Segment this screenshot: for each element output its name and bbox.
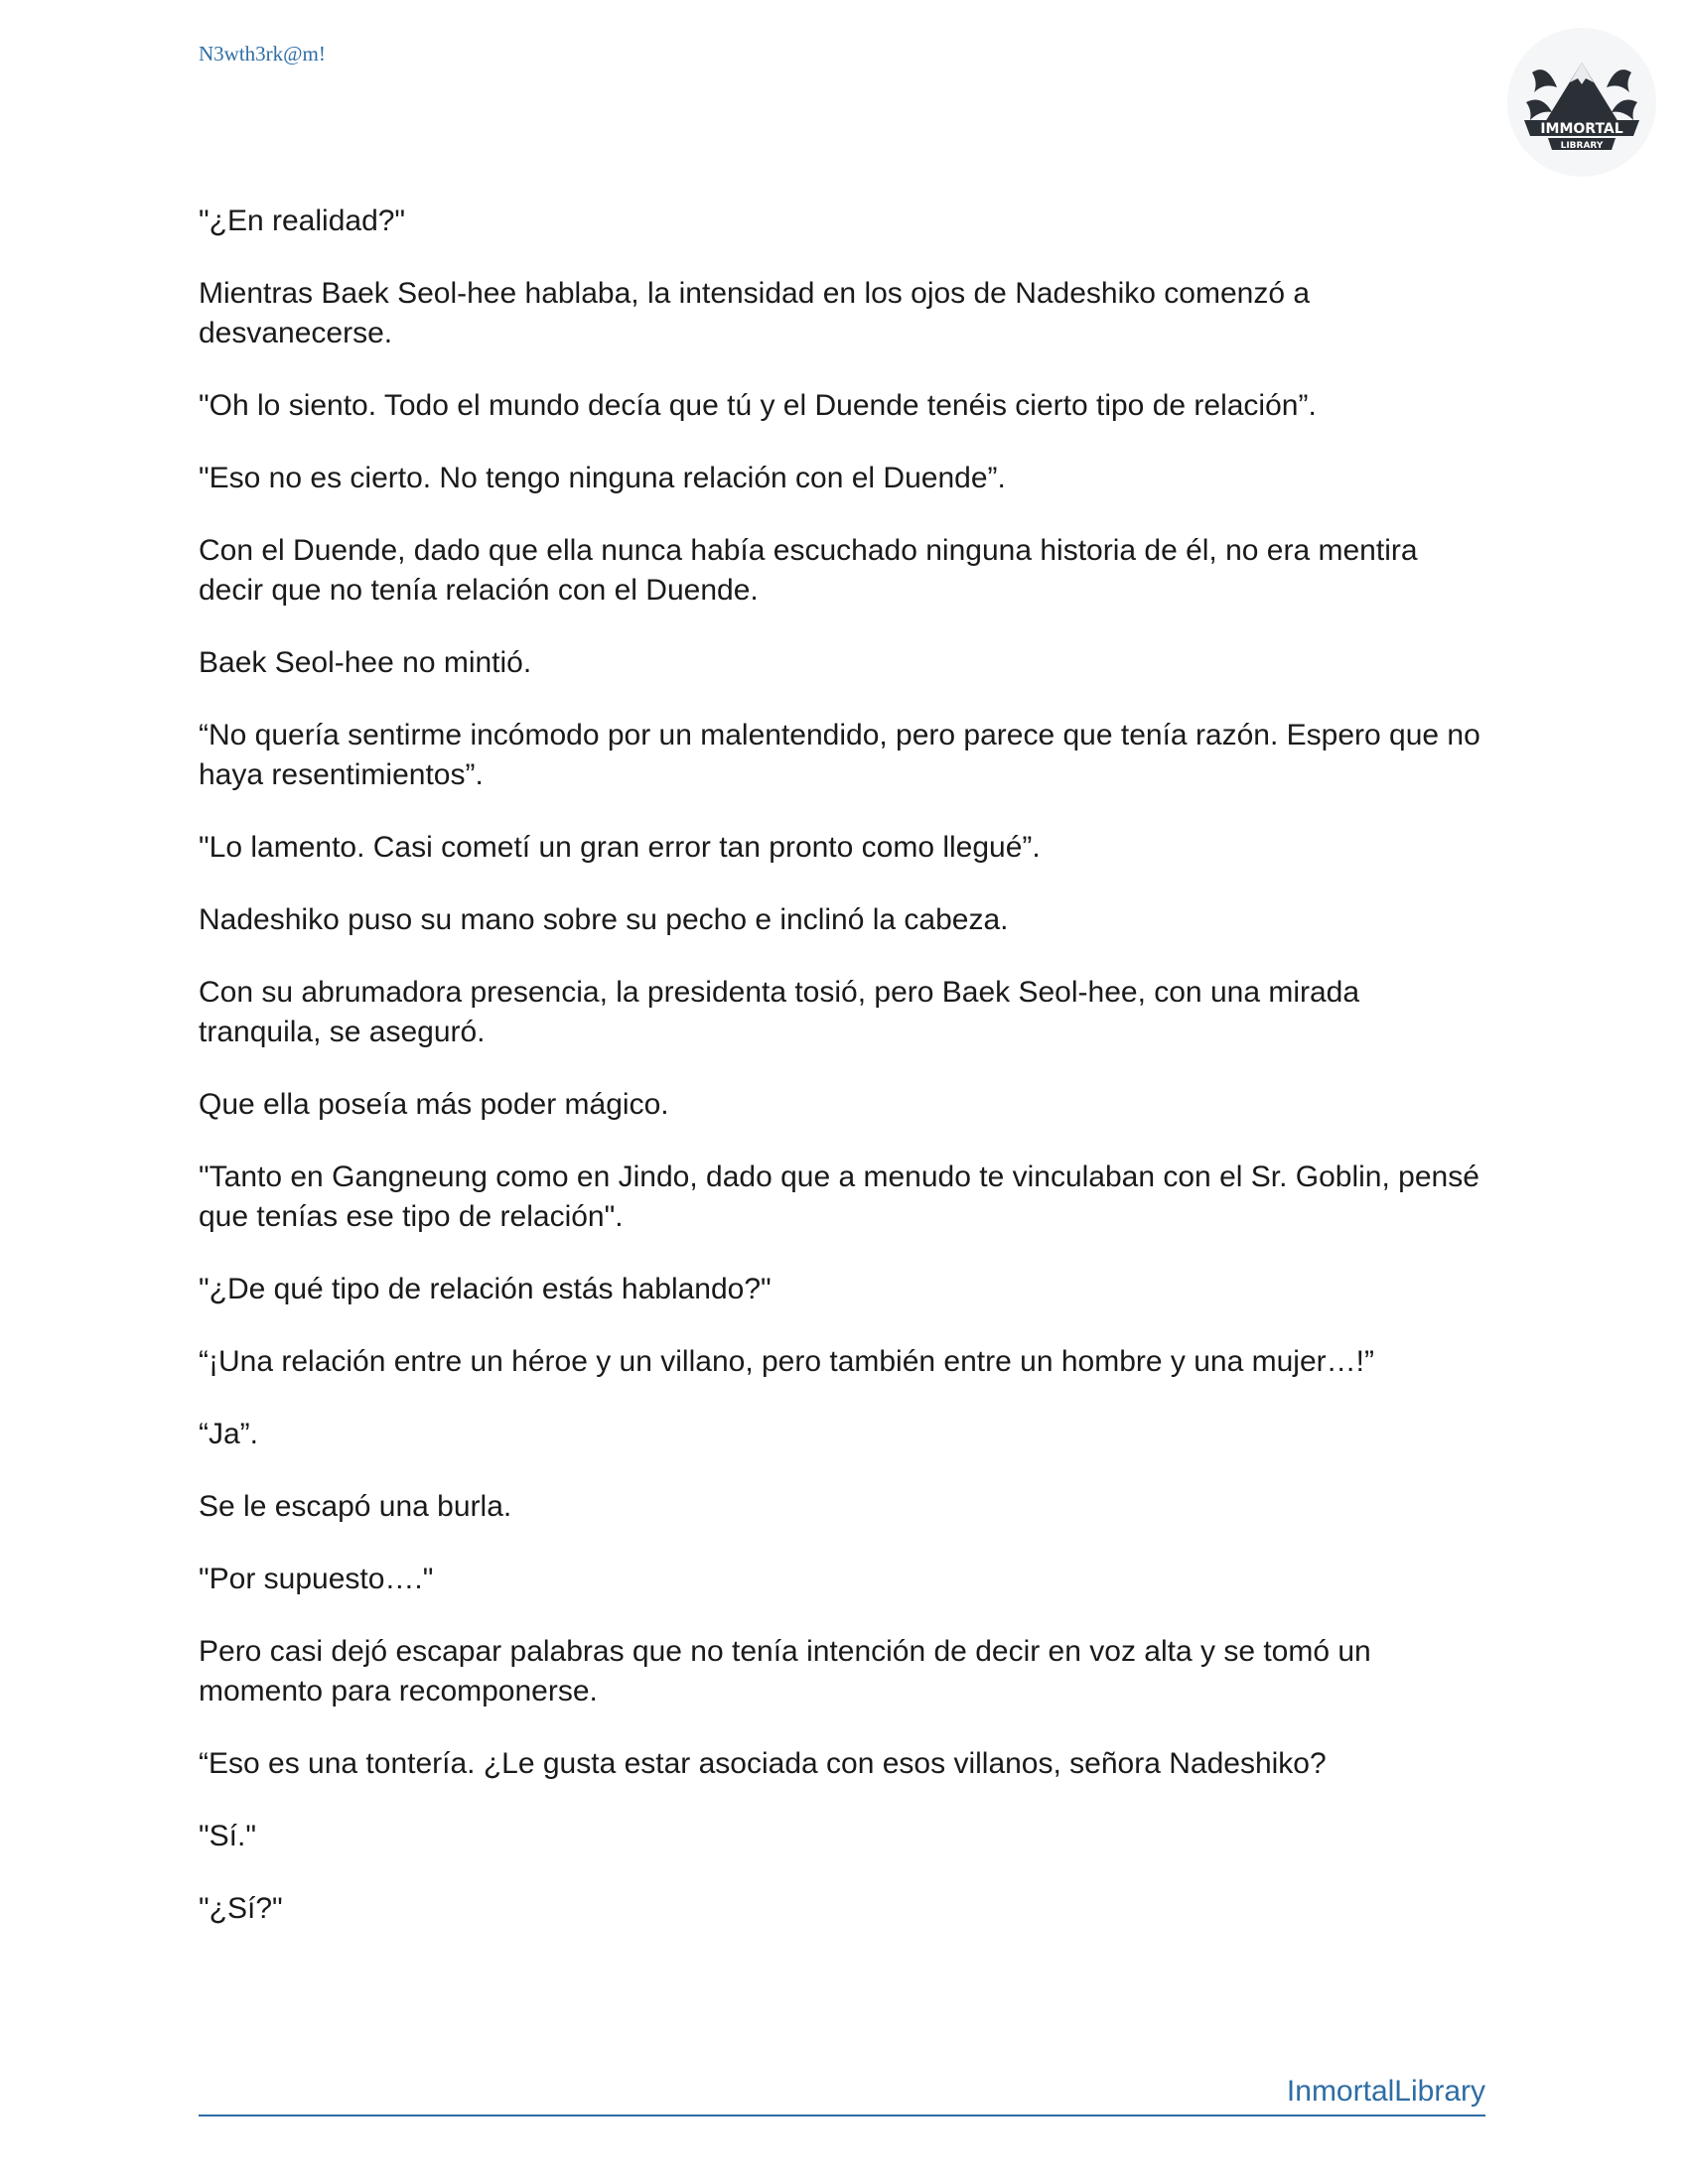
paragraph: "Lo lamento. Casi cometí un gran error tan pronto como llegué”. bbox=[199, 831, 1041, 864]
paragraph: "Sí." bbox=[199, 1820, 256, 1852]
paragraph: Nadeshiko puso su mano sobre su pecho e inclinó la cabeza. bbox=[199, 903, 1009, 936]
logo-line1: IMMORTAL bbox=[1540, 121, 1623, 137]
paragraph: Con su abrumadora presencia, la presidenta tosió, pero Baek Seol-hee, con una mirada tranquila, se aseguró. bbox=[199, 976, 1360, 1048]
paragraph: "¿Sí?" bbox=[199, 1892, 283, 1925]
paragraph: Que ella poseía más poder mágico. bbox=[199, 1088, 669, 1121]
paragraph: "¿De qué tipo de relación estás hablando?" bbox=[199, 1273, 772, 1305]
footer-divider bbox=[199, 2115, 1485, 2116]
document-body bbox=[199, 202, 1489, 1962]
immortal-library-logo-icon bbox=[1507, 28, 1656, 177]
paragraph: Baek Seol-hee no mintió. bbox=[199, 646, 532, 679]
paragraph: “Eso es una tontería. ¿Le gusta estar asociada con esos villanos, señora Nadeshiko? bbox=[199, 1747, 1327, 1780]
paragraph: “¡Una relación entre un héroe y un villano, pero también entre un hombre y una mujer…!” bbox=[199, 1345, 1374, 1378]
header-watermark: N3wth3rk@m! bbox=[199, 42, 326, 66]
paragraph: Con el Duende, dado que ella nunca había escuchado ninguna historia de él, no era mentira decir que no tenía relación con el Duende. bbox=[199, 534, 1418, 607]
footer-link[interactable]: InmortalLibrary bbox=[1286, 2075, 1485, 2108]
paragraph: Pero casi dejó escapar palabras que no tenía intención de decir en voz alta y se tomó un momento para recomponerse. bbox=[199, 1635, 1371, 1707]
paragraph: "Oh lo siento. Todo el mundo decía que tú y el Duende tenéis cierto tipo de relación”. bbox=[199, 389, 1317, 422]
paragraph: "Eso no es cierto. No tengo ninguna relación con el Duende”. bbox=[199, 462, 1006, 494]
paragraph: Mientras Baek Seol-hee hablaba, la intensidad en los ojos de Nadeshiko comenzó a desvanecerse. bbox=[199, 277, 1311, 349]
paragraph: "Por supuesto…." bbox=[199, 1563, 434, 1595]
paragraph: “Ja”. bbox=[199, 1418, 258, 1450]
paragraph: “No quería sentirme incómodo por un malentendido, pero parece que tenía razón. Espero que no haya resentimientos”. bbox=[199, 719, 1480, 791]
paragraph: "Tanto en Gangneung como en Jindo, dado que a menudo te vinculaban con el Sr. Goblin, pensé que tenías ese tipo de relación". bbox=[199, 1160, 1479, 1233]
paragraph: "¿En realidad?" bbox=[199, 205, 406, 237]
paragraph: Se le escapó una burla. bbox=[199, 1490, 512, 1523]
logo-line2: LIBRARY bbox=[1560, 141, 1604, 151]
